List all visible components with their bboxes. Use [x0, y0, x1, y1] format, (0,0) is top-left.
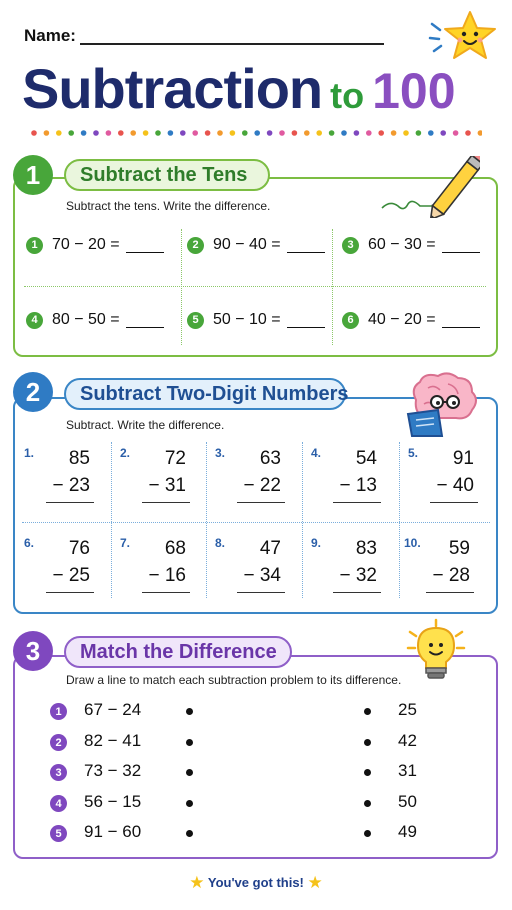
divider-dot — [267, 130, 273, 136]
problem-number: 1 — [26, 237, 43, 254]
divider-dot — [242, 130, 248, 136]
divider-dot — [391, 130, 397, 136]
problem-number: 2 — [187, 237, 204, 254]
divider-dot — [106, 130, 112, 136]
answer-line[interactable] — [237, 592, 285, 593]
answer-line[interactable] — [430, 502, 478, 503]
grid-divider — [181, 229, 182, 345]
divider-dot — [254, 130, 260, 136]
subtrahend: − 40 — [436, 475, 474, 496]
divider-dot — [81, 130, 87, 136]
right-match-dot[interactable] — [364, 769, 371, 776]
left-match-dot[interactable] — [186, 739, 193, 746]
footer-encouragement — [0, 873, 512, 893]
problem-expression: 60 − 30 = — [368, 236, 436, 253]
subtrahend: − 13 — [339, 475, 377, 496]
rainbow-dot-divider — [30, 128, 482, 138]
tens-problem — [26, 308, 164, 332]
minuend: 72 — [164, 448, 186, 469]
section-2-instruction: Subtract. Write the difference. — [66, 418, 225, 432]
divider-dot — [192, 130, 198, 136]
divider-dot — [440, 130, 446, 136]
subtrahend: − 28 — [432, 565, 470, 586]
problem-number: 3 — [342, 237, 359, 254]
divider-dot — [292, 130, 298, 136]
divider-dot — [230, 130, 236, 136]
title-subtraction: Subtraction — [22, 57, 323, 120]
name-row — [24, 26, 384, 48]
vertical-problem — [311, 536, 401, 602]
minuend: 54 — [355, 448, 377, 469]
pencil-icon — [380, 156, 480, 218]
match-row — [50, 700, 430, 724]
vertical-problem — [120, 446, 210, 512]
right-match-dot[interactable] — [364, 830, 371, 837]
problem-number: 7. — [120, 536, 131, 550]
match-problem: 73 − 32 — [84, 761, 142, 780]
minuend: 83 — [355, 538, 377, 559]
match-answer: 49 — [398, 822, 417, 841]
divider-dot — [378, 130, 384, 136]
problem-number: 4. — [311, 446, 322, 460]
match-problem: 91 − 60 — [84, 822, 142, 841]
subtrahend: − 23 — [52, 475, 90, 496]
divider-dot — [44, 130, 50, 136]
answer-line[interactable] — [46, 502, 94, 503]
divider-dot — [118, 130, 124, 136]
tens-problem — [342, 233, 480, 257]
vertical-problem — [215, 446, 305, 512]
subtrahend: − 25 — [52, 565, 90, 586]
answer-blank[interactable] — [442, 237, 480, 253]
section-3-title: Match the Difference — [64, 636, 292, 668]
divider-dot — [217, 130, 223, 136]
tens-problem — [26, 233, 164, 257]
divider-dot — [155, 130, 161, 136]
name-label: Name: — [24, 26, 76, 45]
divider-dot — [354, 130, 360, 136]
vertical-problem — [408, 446, 498, 512]
grid-divider — [332, 229, 333, 345]
problem-number: 5. — [408, 446, 419, 460]
answer-blank[interactable] — [287, 237, 325, 253]
problem-number: 3. — [215, 446, 226, 460]
divider-dot — [93, 130, 99, 136]
problem-number: 4 — [50, 795, 67, 812]
match-answer: 42 — [398, 731, 417, 750]
divider-dot — [205, 130, 211, 136]
right-match-dot[interactable] — [364, 739, 371, 746]
left-match-dot[interactable] — [186, 830, 193, 837]
subtrahend: − 31 — [148, 475, 186, 496]
minuend: 68 — [164, 538, 186, 559]
divider-dot — [478, 130, 482, 136]
divider-dot — [329, 130, 335, 136]
section-1-badge: 1 — [13, 155, 53, 195]
section-1-title: Subtract the Tens — [64, 159, 270, 191]
match-answer: 50 — [398, 792, 417, 811]
minuend: 76 — [68, 538, 90, 559]
worksheet-title — [22, 56, 492, 126]
match-row — [50, 761, 430, 785]
divider-dot — [31, 130, 37, 136]
answer-blank[interactable] — [442, 312, 480, 328]
lightbulb-icon — [404, 618, 468, 684]
answer-blank[interactable] — [287, 312, 325, 328]
answer-line[interactable] — [46, 592, 94, 593]
match-row — [50, 731, 430, 755]
divider-dot — [143, 130, 149, 136]
subtrahend: − 32 — [339, 565, 377, 586]
left-match-dot[interactable] — [186, 769, 193, 776]
match-problem: 67 − 24 — [84, 700, 142, 719]
left-match-dot[interactable] — [186, 708, 193, 715]
divider-dot — [465, 130, 471, 136]
problem-number: 1 — [50, 703, 67, 720]
divider-dot — [316, 130, 322, 136]
star-icon: ★ — [189, 873, 205, 892]
answer-blank[interactable] — [126, 237, 164, 253]
right-match-dot[interactable] — [364, 800, 371, 807]
match-row — [50, 792, 430, 816]
tens-problem — [187, 308, 325, 332]
minuend: 91 — [452, 448, 474, 469]
answer-line[interactable] — [426, 592, 474, 593]
divider-dot — [56, 130, 62, 136]
title-to: to — [330, 75, 365, 116]
problem-number: 9. — [311, 536, 322, 550]
problem-expression: 70 − 20 = — [52, 236, 120, 253]
section-2-badge: 2 — [13, 372, 53, 412]
star-icon: ★ — [307, 873, 323, 892]
vertical-problem — [215, 536, 305, 602]
left-match-dot[interactable] — [186, 800, 193, 807]
problem-number: 6 — [342, 312, 359, 329]
divider-dot — [416, 130, 422, 136]
problem-number: 3 — [50, 764, 67, 781]
divider-dot — [279, 130, 285, 136]
section-2-title: Subtract Two-Digit Numbers — [64, 378, 346, 410]
vertical-problem — [24, 446, 114, 512]
match-answer: 25 — [398, 700, 417, 719]
subtrahend: − 34 — [243, 565, 281, 586]
section-1-instruction: Subtract the tens. Write the difference. — [66, 199, 271, 213]
problem-number: 2 — [50, 734, 67, 751]
problem-number: 1. — [24, 446, 35, 460]
divider-dot — [453, 130, 459, 136]
problem-expression: 40 − 20 = — [368, 311, 436, 328]
answer-line[interactable] — [142, 592, 190, 593]
section-3-instruction: Draw a line to match each subtraction problem to its difference. — [66, 673, 402, 687]
title-100: 100 — [372, 63, 456, 119]
problem-expression: 50 − 10 = — [213, 311, 281, 328]
match-problem: 82 − 41 — [84, 731, 142, 750]
divider-dot — [168, 130, 174, 136]
match-problem: 56 − 15 — [84, 792, 142, 811]
problem-number: 5 — [50, 825, 67, 842]
brain-reading-book-icon — [404, 370, 482, 438]
divider-dot — [403, 130, 409, 136]
divider-dot — [428, 130, 434, 136]
footer-text: You've got this! — [207, 875, 304, 890]
problem-number: 10. — [404, 536, 421, 550]
answer-blank[interactable] — [126, 312, 164, 328]
vertical-problem — [24, 536, 114, 602]
problem-number: 4 — [26, 312, 43, 329]
match-answer: 31 — [398, 761, 417, 780]
problem-expression: 90 − 40 = — [213, 236, 281, 253]
problem-number: 8. — [215, 536, 226, 550]
answer-line[interactable] — [237, 502, 285, 503]
right-match-dot[interactable] — [364, 708, 371, 715]
answer-line[interactable] — [333, 502, 381, 503]
divider-dot — [180, 130, 186, 136]
divider-dot — [341, 130, 347, 136]
answer-line[interactable] — [333, 592, 381, 593]
name-write-line[interactable] — [80, 43, 384, 45]
grid-divider — [24, 286, 486, 287]
section-3-badge: 3 — [13, 631, 53, 671]
minuend: 63 — [259, 448, 281, 469]
divider-dot — [68, 130, 74, 136]
problem-number: 6. — [24, 536, 35, 550]
divider-dot — [304, 130, 310, 136]
divider-dot — [366, 130, 372, 136]
divider-dot — [130, 130, 136, 136]
problem-number: 5 — [187, 312, 204, 329]
subtrahend: − 22 — [243, 475, 281, 496]
tens-problem — [342, 308, 480, 332]
match-row — [50, 822, 430, 846]
tens-problem — [187, 233, 325, 257]
minuend: 85 — [68, 448, 90, 469]
subtrahend: − 16 — [148, 565, 186, 586]
problem-expression: 80 − 50 = — [52, 311, 120, 328]
grid-divider — [22, 522, 490, 523]
vertical-problem — [404, 536, 494, 602]
vertical-problem — [311, 446, 401, 512]
answer-line[interactable] — [142, 502, 190, 503]
vertical-problem — [120, 536, 210, 602]
problem-number: 2. — [120, 446, 131, 460]
minuend: 47 — [259, 538, 281, 559]
minuend: 59 — [448, 538, 470, 559]
